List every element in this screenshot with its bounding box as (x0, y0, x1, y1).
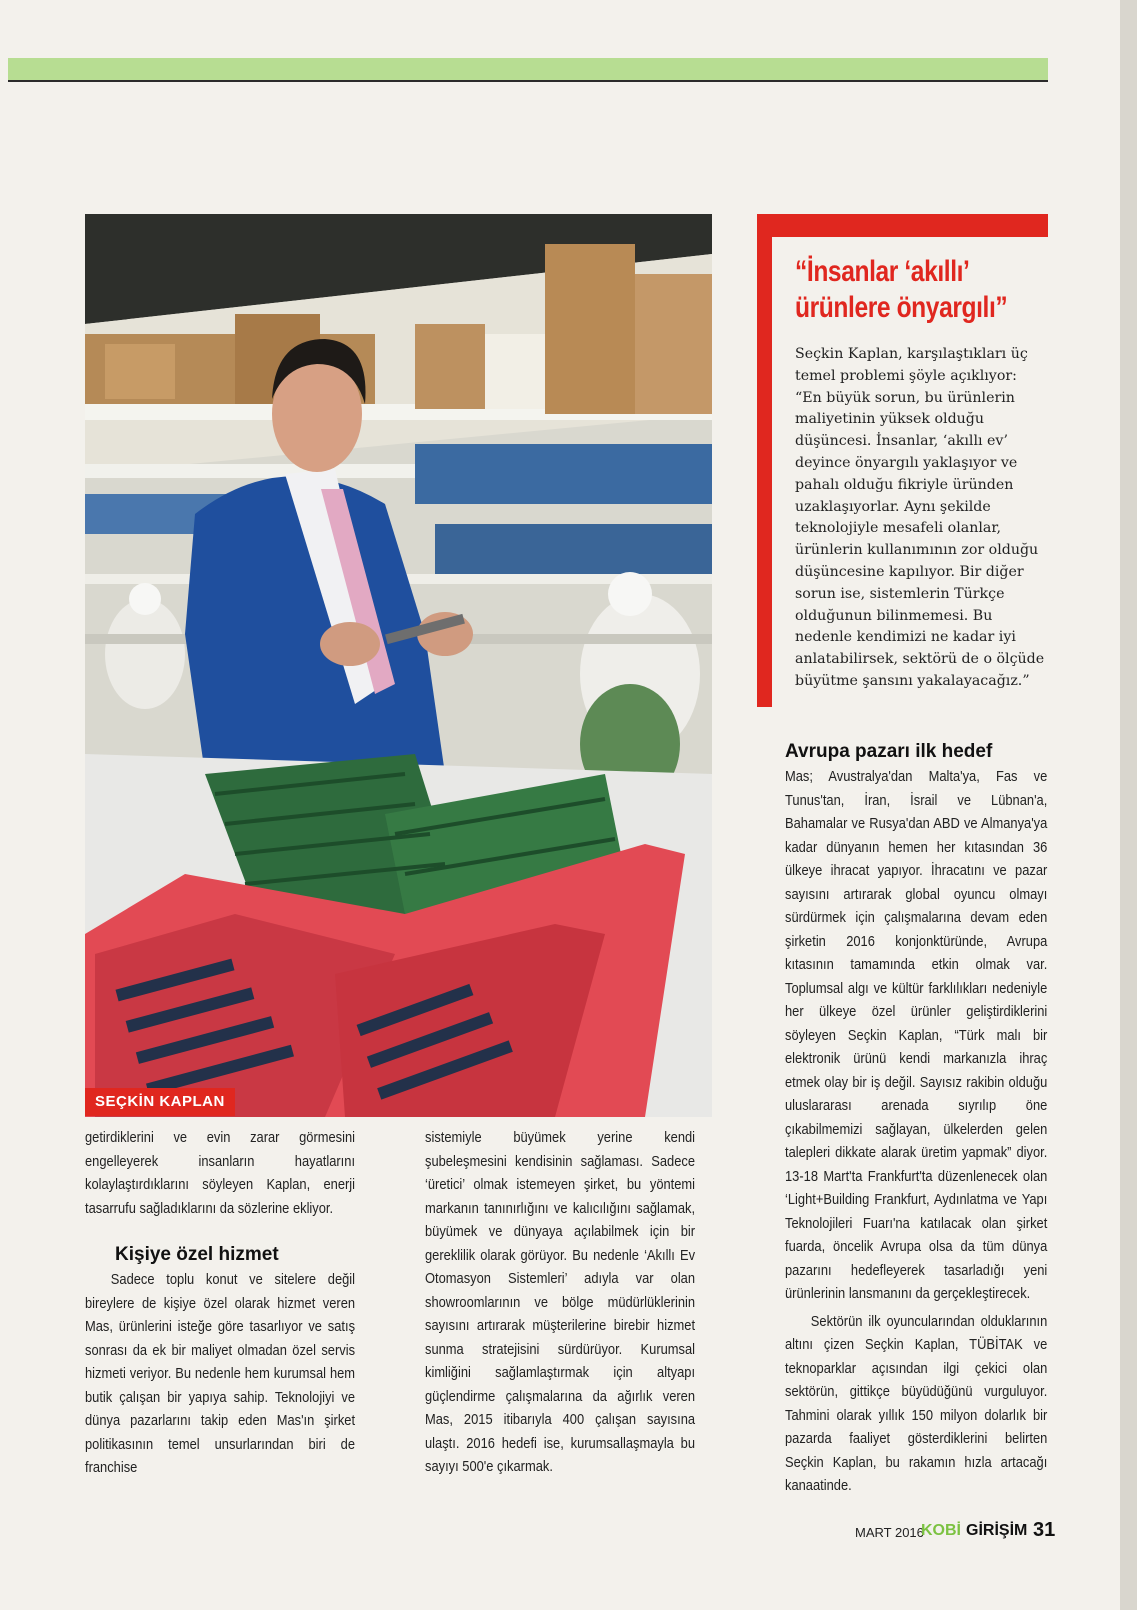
photo-caption: SEÇKİN KAPLAN (85, 1088, 235, 1116)
quote-bar-top (757, 214, 1048, 237)
quote-bar-left (757, 214, 772, 707)
article-column-3 (785, 739, 1047, 1498)
magazine-brand-kobi: KOBİ (921, 1522, 961, 1539)
magazine-brand-girisim: GİRİŞİM (966, 1522, 1028, 1539)
col1-heading: Kişiye özel hizmet (115, 1244, 279, 1265)
pull-quote-box (757, 214, 1048, 707)
col1-paragraph-2: Sadece toplu konut ve sitelere değil bireylere de kişiye özel olarak hizmet veren Mas, ürünlerini isteğe göre tasarlıyor ve satış sonrası da ek bir maliyet olmadan özel servis hizmeti veriyor. Bu nedenle hem kurumsal hem butik çalışan bir yapıya sahip. Teknolojiyi ve dünya pazarlarını takip eden Mas'ın şirket politikasının temel unsurlarından biri de franchise (85, 1271, 356, 1476)
col3-heading: Avrupa pazarı ilk hedef (785, 741, 993, 762)
article-photo (85, 214, 712, 1117)
page-scan-edge (1120, 0, 1137, 1610)
col3-paragraph-1: Mas; Avustralya'dan Malta'ya, Fas ve Tunus'tan, İran, İsrail ve Lübnan'a, Bahamalar ve Rusya'dan ABD ve Almanya'ya kadar dünyanın hemen her kıtasından 36 ülkeye ihracat yapıyor. İhracatını ve pazar sayısını artırarak global oyuncu olmayı sürdürmek için çalışmalarına devam eden şirketin 2016 konjonktüründe, Avrupa kıtasının tamamında etkin olmak var. Toplumsal algı ve kültür farklılıkları nedeniyle her ülkeye özel ürünler geliştirdiklerini söyleyen Seçkin Kaplan, “Türk malı bir elektronik ürünü kendi markanızla ihraç etmek olay bir iş değil. Sayısız rakibin olduğu uluslararası arenada sıyrılıp öne çıkabilmemizi sağlayan, ülkelerden gelen talepleri dikkate alarak üretim yapmak” diyor. 13-18 Mart'ta Frankfurt'ta düzenlenecek olan ‘Light+Building Frankfurt, Aydınlatma ve Yapı Teknolojileri Fuarı'na katılacak olan şirket fuarda, öncelik Avrupa olsa da tüm dünya pazarını hedefleyerek tasarladığı yeni ürünlerinin lansmanını da gerçekleştirecek. (785, 768, 1048, 1302)
col3-paragraph-2: Sektörün ilk oyuncularından olduklarının altını çizen Seçkin Kaplan, TÜBİTAK ve teknoparklar açısından ilgi çekici olan sektörün, gittikçe büyüdüğünü vurguluyor. Tahmini olarak yıllık 150 milyon dolarlık bir pazarda faaliyet gösterdiklerini belirten Seçkin Kaplan, bu rakamın hızla artacağı kanaatinde. (785, 1312, 1048, 1494)
issue-date: MART 2016 (855, 1525, 924, 1540)
photo-illustration (85, 214, 712, 1117)
page-number: 31 (1033, 1519, 1056, 1541)
col1-paragraph-1: getirdiklerini ve evin zarar görmesini engelleyerek insanların hayatlarını kolaylaştırdıklarını söyleyen Kaplan, enerji tasarrufu sağladıklarını da sözlerine ekliyor. (85, 1129, 356, 1217)
header-rule (8, 80, 1048, 82)
quote-body: Seçkin Kaplan, karşılaştıkları üç temel problemi şöyle açıklıyor: “En büyük sorun, bu ürünlerin maliyetinin yüksek olduğu düşüncesi. İnsanlar, ‘akıllı ev’ deyince önyargılı yaklaşıyor ve pahalı olduğu fikriyle üründen uzaklaşıyorlar. Aynı şekilde teknolojiyle mesafeli olanlar, ürünlerin kullanımının zor olduğu düşüncesine kapılıyor. Bir diğer sorun ise, sistemlerin Türkçe olduğunun bilinmemesi. Bu nedenle kendimizi ne kadar iyi anlatabilirsek, sektörü de o ölçüde büyütme şansını yakalayacağız.” (795, 346, 1045, 689)
header-band (8, 58, 1048, 80)
article-column-1 (85, 1126, 355, 1480)
quote-title: “İnsanlar ‘akıllı’ ürünlere önyargılı” (795, 255, 1008, 324)
article-column-2 (425, 1126, 695, 1479)
col2-paragraph-1: sistemiyle büyümek yerine kendi şubeleşmesini kendisinin sağlaması. Sadece ‘üretici’ olmak istemeyen şirket, bu yöntemi markanın tanınırlığını ve kalıcılığını sağlamak, büyümek ve dünyaya açılabilmek için bir gereklilik olarak görüyor. Bu nedenle ‘Akıllı Ev Otomasyon Sistemleri’ adıyla var olan showroomlarının ve bölge müdürlüklerinin sayısını artırarak müşterilerine birebir hizmet sunma stratejisini sürdürüyor. Kurumsal kimliğini sağlamlaştırmak için altyapı güçlendirme çalışmalarına da ağırlık veren Mas, 2015 itibarıyla 400 çalışan sayısına ulaştı. 2016 hedefi ise, kurumsallaşmayla bu sayıyı 500'e çıkarmak. (425, 1129, 696, 1475)
